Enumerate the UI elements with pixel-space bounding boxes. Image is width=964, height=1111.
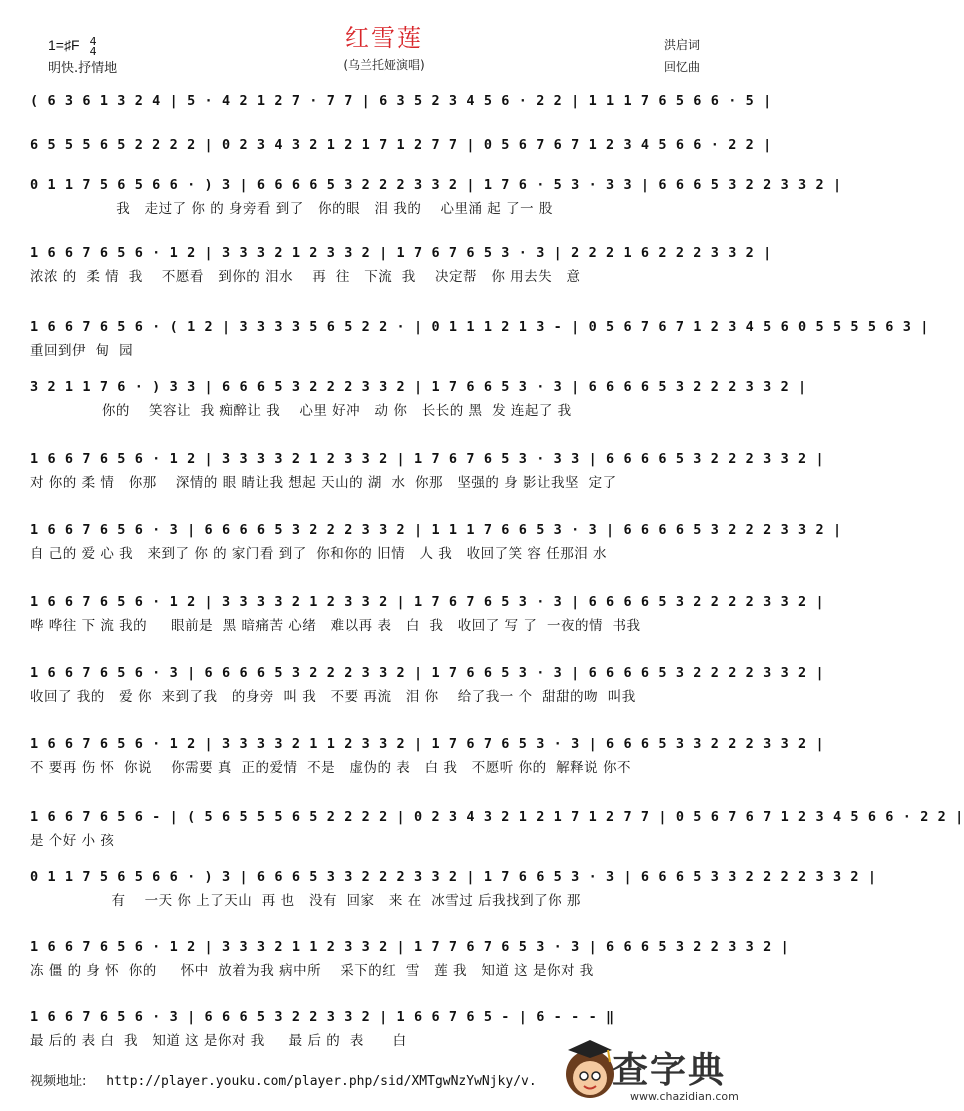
notation-line: 1 6 6 7 6 5 6 - | ( 5 6 5 5 5 6 5 2 2 2 2 | 0 2 3 4 3 2 1 2 1 7 1 2 7 7 | 0 5 6 7 6 7 1 2 3 4 5 6 6 · 2 2 | [30, 809, 964, 825]
lyricist-credit: 洪启词 [664, 38, 701, 52]
lyric-line: 哗 哗往 下 流 我的 眼前是 黑 暗痛苦 心绪 难以再 表 白 我 收回了 写 了 一夜的情 书我 [30, 618, 641, 634]
score-row [30, 864, 877, 912]
lyric-line: 冻 僵 的 身 怀 你的 怀中 放着为我 病中所 采下的红 雪 莲 我 知道 这 是你对 我 [30, 963, 594, 979]
lyric-line: 对 你的 柔 情 你那 深情的 眼 睛让我 想起 天山的 湖 水 你那 坚强的 身 影让我坚 定了 [30, 475, 617, 491]
score-row [30, 240, 772, 288]
video-link-url[interactable]: http://player.youku.com/player.php/sid/XMTgwNzYwNjky/v. [106, 1074, 537, 1089]
score-row [30, 804, 964, 852]
notation-line: 3 2 1 1 7 6 · ) 3 3 | 6 6 6 5 3 2 2 2 3 3 2 | 1 7 6 6 5 3 · 3 | 6 6 6 6 5 3 2 2 2 3 3 2 | [30, 379, 807, 395]
lyric-line: 重回到伊 甸 园 [30, 343, 134, 359]
notation-line: 1 6 6 7 6 5 6 · ( 1 2 | 3 3 3 3 5 6 5 2 2 · | 0 1 1 1 2 1 3 - | 0 5 6 7 6 7 1 2 3 4 5 6 0 5 5 5 5 6 3 | [30, 319, 929, 335]
notation-line: 1 6 6 7 6 5 6 · 3 | 6 6 6 6 5 3 2 2 2 3 3 2 | 1 1 1 7 6 6 5 3 · 3 | 6 6 6 6 5 3 2 2 2 3 3 2 | [30, 522, 842, 538]
notation-line: 0 1 1 7 5 6 5 6 6 · ) 3 | 6 6 6 5 3 3 2 2 2 3 3 2 | 1 7 6 6 5 3 · 3 | 6 6 6 5 3 3 2 2 2 2 3 3 2 | [30, 869, 877, 885]
composer-credit: 回忆曲 [664, 60, 701, 74]
score-row [30, 589, 825, 637]
score-row [30, 517, 842, 565]
video-link-line [30, 1070, 537, 1089]
notation-line: 1 6 6 7 6 5 6 · 3 | 6 6 6 5 3 2 2 3 3 2 | 1 6 6 7 6 5 - | 6 - - - ‖ [30, 1009, 615, 1025]
notation-line: 1 6 6 7 6 5 6 · 1 2 | 3 3 3 3 2 1 1 2 3 3 2 | 1 7 6 7 6 5 3 · 3 | 6 6 6 5 3 3 2 2 2 3 3 2 | [30, 736, 825, 752]
score-row [30, 374, 807, 422]
notation-line: 0 1 1 7 5 6 5 6 6 · ) 3 | 6 6 6 6 5 3 2 2 2 3 3 2 | 1 7 6 · 5 3 · 3 3 | 6 6 6 5 3 2 2 3 3 2 | [30, 177, 842, 193]
notation-line: 1 6 6 7 6 5 6 · 1 2 | 3 3 3 3 2 1 2 3 3 2 | 1 7 6 7 6 5 3 · 3 | 6 6 6 6 5 3 2 2 2 2 3 3 2 | [30, 594, 825, 610]
lyric-line: 最 后的 表 白 我 知道 这 是你对 我 最 后 的 表 白 [30, 1033, 407, 1049]
score-row [30, 934, 790, 982]
lyric-line: 我 走过了 你 的 身旁看 到了 你的眼 泪 我的 心里涌 起 了一 股 [30, 201, 553, 217]
score-row [30, 446, 825, 494]
score-row [30, 88, 772, 136]
tempo-marking: 明快.抒情地 [48, 61, 118, 76]
score-header-right [664, 34, 700, 78]
notation-line: 1 6 6 7 6 5 6 · 3 | 6 6 6 6 5 3 2 2 2 3 3 2 | 1 7 6 6 5 3 · 3 | 6 6 6 6 5 3 2 2 2 2 3 3 2 | [30, 665, 825, 681]
lyric-line: 是 个好 小 孩 [30, 833, 115, 849]
song-title: 红雪莲 [345, 24, 423, 52]
score-row [30, 660, 825, 708]
watermark-site: www.chazidian.com [630, 1090, 739, 1103]
notation-line: 1 6 6 7 6 5 6 · 1 2 | 3 3 3 2 1 2 3 3 2 | 1 7 6 7 6 5 3 · 3 | 2 2 2 1 6 2 2 2 3 3 2 | [30, 245, 772, 261]
score-row [30, 731, 825, 779]
notation-line: ( 6 3 6 1 3 2 4 | 5 · 4 2 1 2 7 · 7 7 | 6 3 5 2 3 4 5 6 · 2 2 | 1 1 1 7 6 5 6 6 · 5 | [30, 93, 772, 109]
lyric-line: 你的 笑容让 我 痴醉让 我 心里 好冲 动 你 长长的 黑 发 连起了 我 [30, 403, 572, 419]
time-signature-bottom: 4 [89, 44, 97, 58]
lyric-line: 有 一天 你 上了天山 再 也 没有 回家 来 在 冰雪过 后我找到了你 那 [30, 893, 581, 909]
lyric-line: 浓浓 的 柔 情 我 不愿看 到你的 泪水 再 往 下流 我 决定帮 你 用去失 意 [30, 269, 581, 285]
time-signature-top: 4 [89, 34, 97, 48]
singer-credit: (乌兰托娅演唱) [343, 58, 425, 72]
score-row [30, 314, 929, 362]
notation-line: 1 6 6 7 6 5 6 · 1 2 | 3 3 3 3 2 1 2 3 3 2 | 1 7 6 7 6 5 3 · 3 3 | 6 6 6 6 5 3 2 2 2 3 3 2 | [30, 451, 825, 467]
score-row [30, 172, 842, 220]
key-signature: 1=♯F [48, 37, 80, 53]
video-link-label: 视频地址: [30, 1074, 87, 1089]
lyric-line: 不 要再 伤 怀 你说 你需要 真 正的爱情 不是 虚伪的 表 白 我 不愿听 你的 解释说 你不 [30, 760, 631, 776]
notation-line: 1 6 6 7 6 5 6 · 1 2 | 3 3 3 2 1 1 2 3 3 2 | 1 7 7 6 7 6 5 3 · 3 | 6 6 6 5 3 2 2 3 3 2 | [30, 939, 790, 955]
watermark-brand: 查字典 [612, 1050, 727, 1091]
lyric-line: 收回了 我的 爱 你 来到了我 的身旁 叫 我 不要 再流 泪 你 给了我一 个 甜甜的吻 叫我 [30, 689, 636, 705]
lyric-line: 自 己的 爱 心 我 来到了 你 的 家门看 到了 你和你的 旧情 人 我 收回了笑 容 任那泪 水 [30, 546, 607, 562]
notation-line: 6 5 5 5 6 5 2 2 2 2 | 0 2 3 4 3 2 1 2 1 7 1 2 7 7 | 0 5 6 7 6 7 1 2 3 4 5 6 6 · 2 2 | [30, 137, 772, 153]
